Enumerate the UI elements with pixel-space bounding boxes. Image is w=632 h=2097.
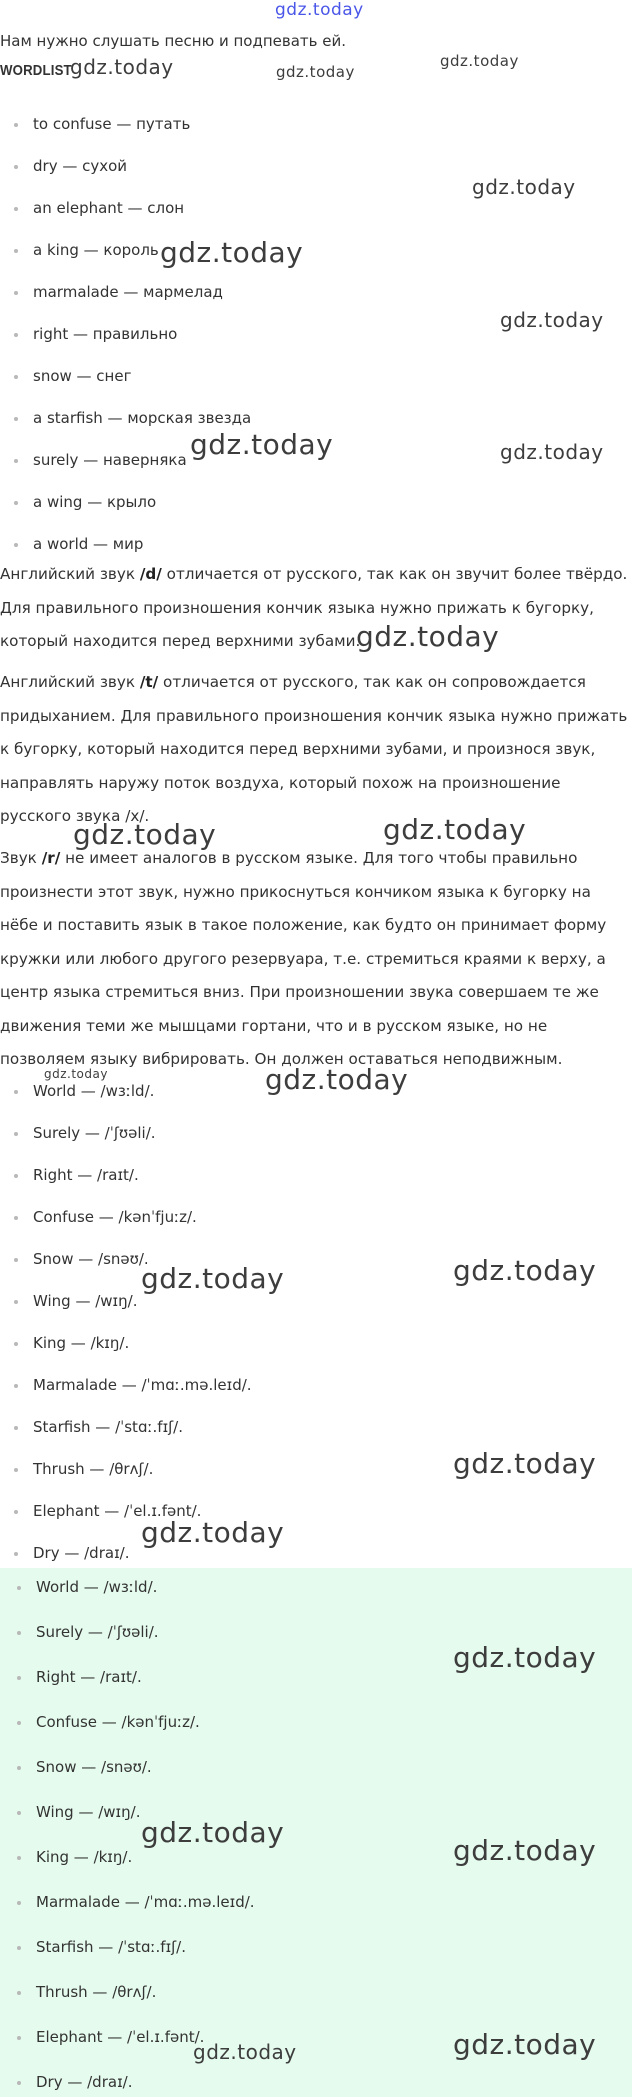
- watermark: gdz.today: [453, 1447, 597, 1480]
- bullet-icon: [14, 291, 18, 295]
- bullet-icon: [14, 375, 18, 379]
- watermark: gdz.today: [265, 1063, 409, 1096]
- bullet-icon: [17, 2081, 21, 2085]
- bullet-icon: [14, 1426, 18, 1430]
- watermark: gdz.today: [500, 440, 604, 464]
- watermark: gdz.today: [453, 1641, 597, 1674]
- bullet-icon: [14, 1342, 18, 1346]
- watermark: gdz.today: [141, 1516, 285, 1549]
- intro-text: Нам нужно слушать песню и подпевать ей.: [0, 32, 346, 50]
- bullet-icon: [14, 249, 18, 253]
- bullet-icon: [14, 501, 18, 505]
- watermark: gdz.today: [500, 308, 604, 332]
- bullet-icon: [14, 123, 18, 127]
- watermark: gdz.today: [141, 1816, 285, 1849]
- bullet-icon: [14, 1174, 18, 1178]
- bullet-icon: [14, 165, 18, 169]
- watermark: gdz.today: [453, 1834, 597, 1867]
- bullet-icon: [14, 1216, 18, 1220]
- bullet-icon: [17, 1586, 21, 1590]
- bullet-icon: [17, 1901, 21, 1905]
- bullet-icon: [14, 459, 18, 463]
- bullet-icon: [17, 1676, 21, 1680]
- bullet-icon: [14, 207, 18, 211]
- bullet-icon: [14, 1132, 18, 1136]
- bullet-icon: [14, 1300, 18, 1304]
- watermark-top: gdz.today: [275, 0, 364, 20]
- bullet-icon: [17, 1991, 21, 1995]
- bullet-icon: [14, 1258, 18, 1262]
- bullet-icon: [14, 1510, 18, 1514]
- bullet-icon: [14, 1552, 18, 1556]
- bullet-icon: [17, 1811, 21, 1815]
- watermark: gdz.today: [160, 236, 304, 269]
- sound-label: /r/: [41, 849, 61, 867]
- bullet-icon: [17, 1946, 21, 1950]
- sound-label: /d/: [139, 565, 162, 583]
- bullet-icon: [17, 2036, 21, 2040]
- watermark: gdz.today: [356, 620, 500, 653]
- watermark: gdz.today: [440, 52, 519, 70]
- bullet-icon: [14, 417, 18, 421]
- watermark: gdz.today: [70, 55, 174, 79]
- bullet-icon: [17, 1631, 21, 1635]
- watermark: gdz.today: [73, 818, 217, 851]
- bullet-icon: [17, 1721, 21, 1725]
- watermark: gdz.today: [141, 1262, 285, 1295]
- bullet-icon: [17, 1766, 21, 1770]
- bullet-icon: [17, 1856, 21, 1860]
- watermark: gdz.today: [276, 63, 355, 81]
- bullet-icon: [14, 1468, 18, 1472]
- wordlist-title: WORDLIST: [0, 62, 72, 79]
- bullet-icon: [14, 543, 18, 547]
- watermark: gdz.today: [193, 2040, 297, 2064]
- watermark: gdz.today: [383, 813, 527, 846]
- bullet-icon: [14, 1384, 18, 1388]
- watermark: gdz.today: [190, 428, 334, 461]
- paragraph-sound-t: Английский звук /t/ отличается от русского, так как он сопровождается придыханием. Для правильного произношения кончик языка нужно прижать к бугорку, который находится перед верхними зубами, и произнося звук, направлять наружу поток воздуха, который похож на произношение русского звука /х/.: [0, 673, 628, 825]
- bullet-icon: [14, 1090, 18, 1094]
- watermark: gdz.today: [472, 175, 576, 199]
- bullet-icon: [14, 333, 18, 337]
- paragraph-sound-r: Звук /r/ не имеет аналогов в русском языке. Для того чтобы правильно произнести этот звук, нужно прикоснуться кончиком языка к бугорку на нёбе и поставить язык в такое положение, как будто он принимает форму кружки или любого другого резервуара, т.е. стремиться краями к верху, а центр языка стремиться вниз. При произношении звука совершаем те же движения теми же мышцами гортани, что и в русском языке, но не позволяем языку вибрировать. Он должен оставаться неподвижным.: [0, 849, 607, 1068]
- watermark: gdz.today: [453, 1254, 597, 1287]
- watermark: gdz.today: [453, 2028, 597, 2061]
- watermark: gdz.today: [44, 1067, 108, 1081]
- sound-label: /t/: [139, 673, 159, 691]
- paragraph-sound-d: Английский звук /d/ отличается от русского, так как он звучит более твёрдо. Для правильного произношения кончик языка нужно прижать к бугорку, который находится перед верхними зубами.: [0, 565, 628, 650]
